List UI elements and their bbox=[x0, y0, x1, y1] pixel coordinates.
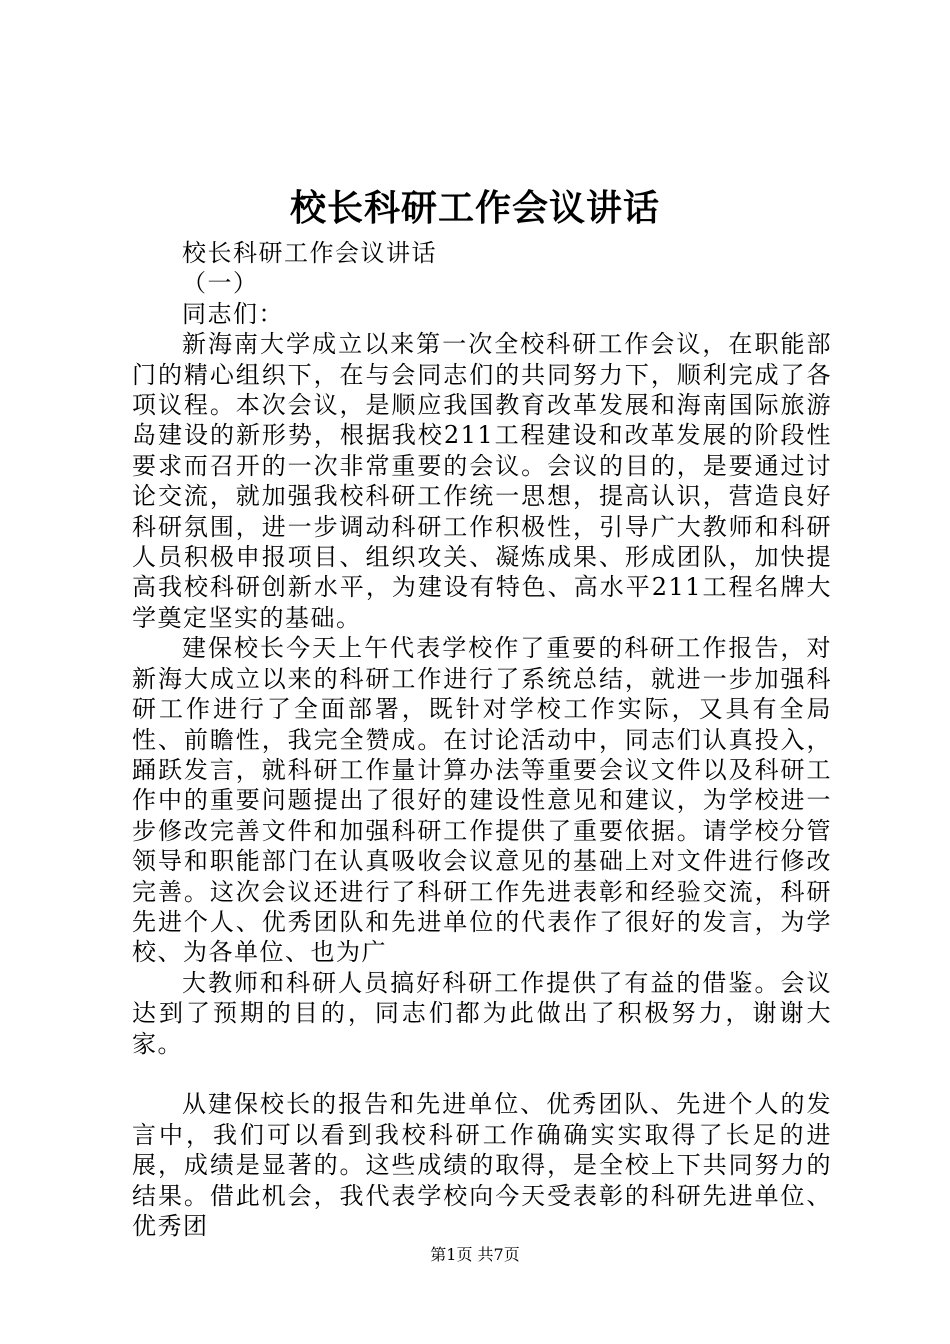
paragraph: 建保校长今天上午代表学校作了重要的科研工作报告，对新海大成立以来的科研工作进行了系统总结，就进一步加强科研工作进行了全面部署，既针对学校工作实际，又具有全局性、前瞻性，我完全赞成。在讨论活动中，同志们认真投入，踊跃发言，就科研工作量计算办法等重要会议文件以及科研工作中的重要问题提出了很好的建设性意见和建议，为学校进一步修改完善文件和加强科研工作提供了重要依据。请学校分管领导和职能部门在认真吸收会议意见的基础上对文件进行修改完善。这次会议还进行了科研工作先进表彰和经验交流，科研先进个人、优秀团队和先进单位的代表作了很好的发言，为学校、为各单位、也为广 bbox=[132, 634, 832, 967]
blank-line bbox=[132, 1059, 832, 1089]
salutation: 同志们： bbox=[182, 299, 284, 328]
paragraph: 从建保校长的报告和先进单位、优秀团队、先进个人的发言中，我们可以看到我校科研工作确确实实取得了长足的进展，成绩是显著的。这些成绩的取得，是全校上下共同努力的结果。借此机会，我代表学校向今天受表彰的科研先进单位、优秀团 bbox=[132, 1090, 832, 1240]
document-body bbox=[132, 238, 832, 1241]
paragraph: 大教师和科研人员搞好科研工作提供了有益的借鉴。会议达到了预期的目的，同志们都为此做出了积极努力，谢谢大家。 bbox=[132, 968, 832, 1058]
page-footer: 第1页 共7页 bbox=[430, 1245, 520, 1264]
section-number: （一） bbox=[182, 269, 259, 298]
subtitle: 校长科研工作会议讲话 bbox=[182, 239, 437, 267]
paragraph: 新海南大学成立以来第一次全校科研工作会议，在职能部门的精心组织下，在与会同志们的共同努力下，顺利完成了各项议程。本次会议，是顺应我国教育改革发展和海南国际旅游岛建设的新形势，根据我校211工程建设和改革发展的阶段性要求而召开的一次非常重要的会议。会议的目的，是要通过讨论交流，就加强我校科研工作统一思想，提高认识，营造良好科研氛围，进一步调动科研工作积极性，引导广大教师和科研人员积极申报项目、组织攻关、凝炼成果、形成团队，加快提高我校科研创新水平，为建设有特色、高水平211工程名牌大学奠定坚实的基础。 bbox=[132, 330, 832, 632]
document-title: 校长科研工作会议讲话 bbox=[289, 187, 660, 229]
